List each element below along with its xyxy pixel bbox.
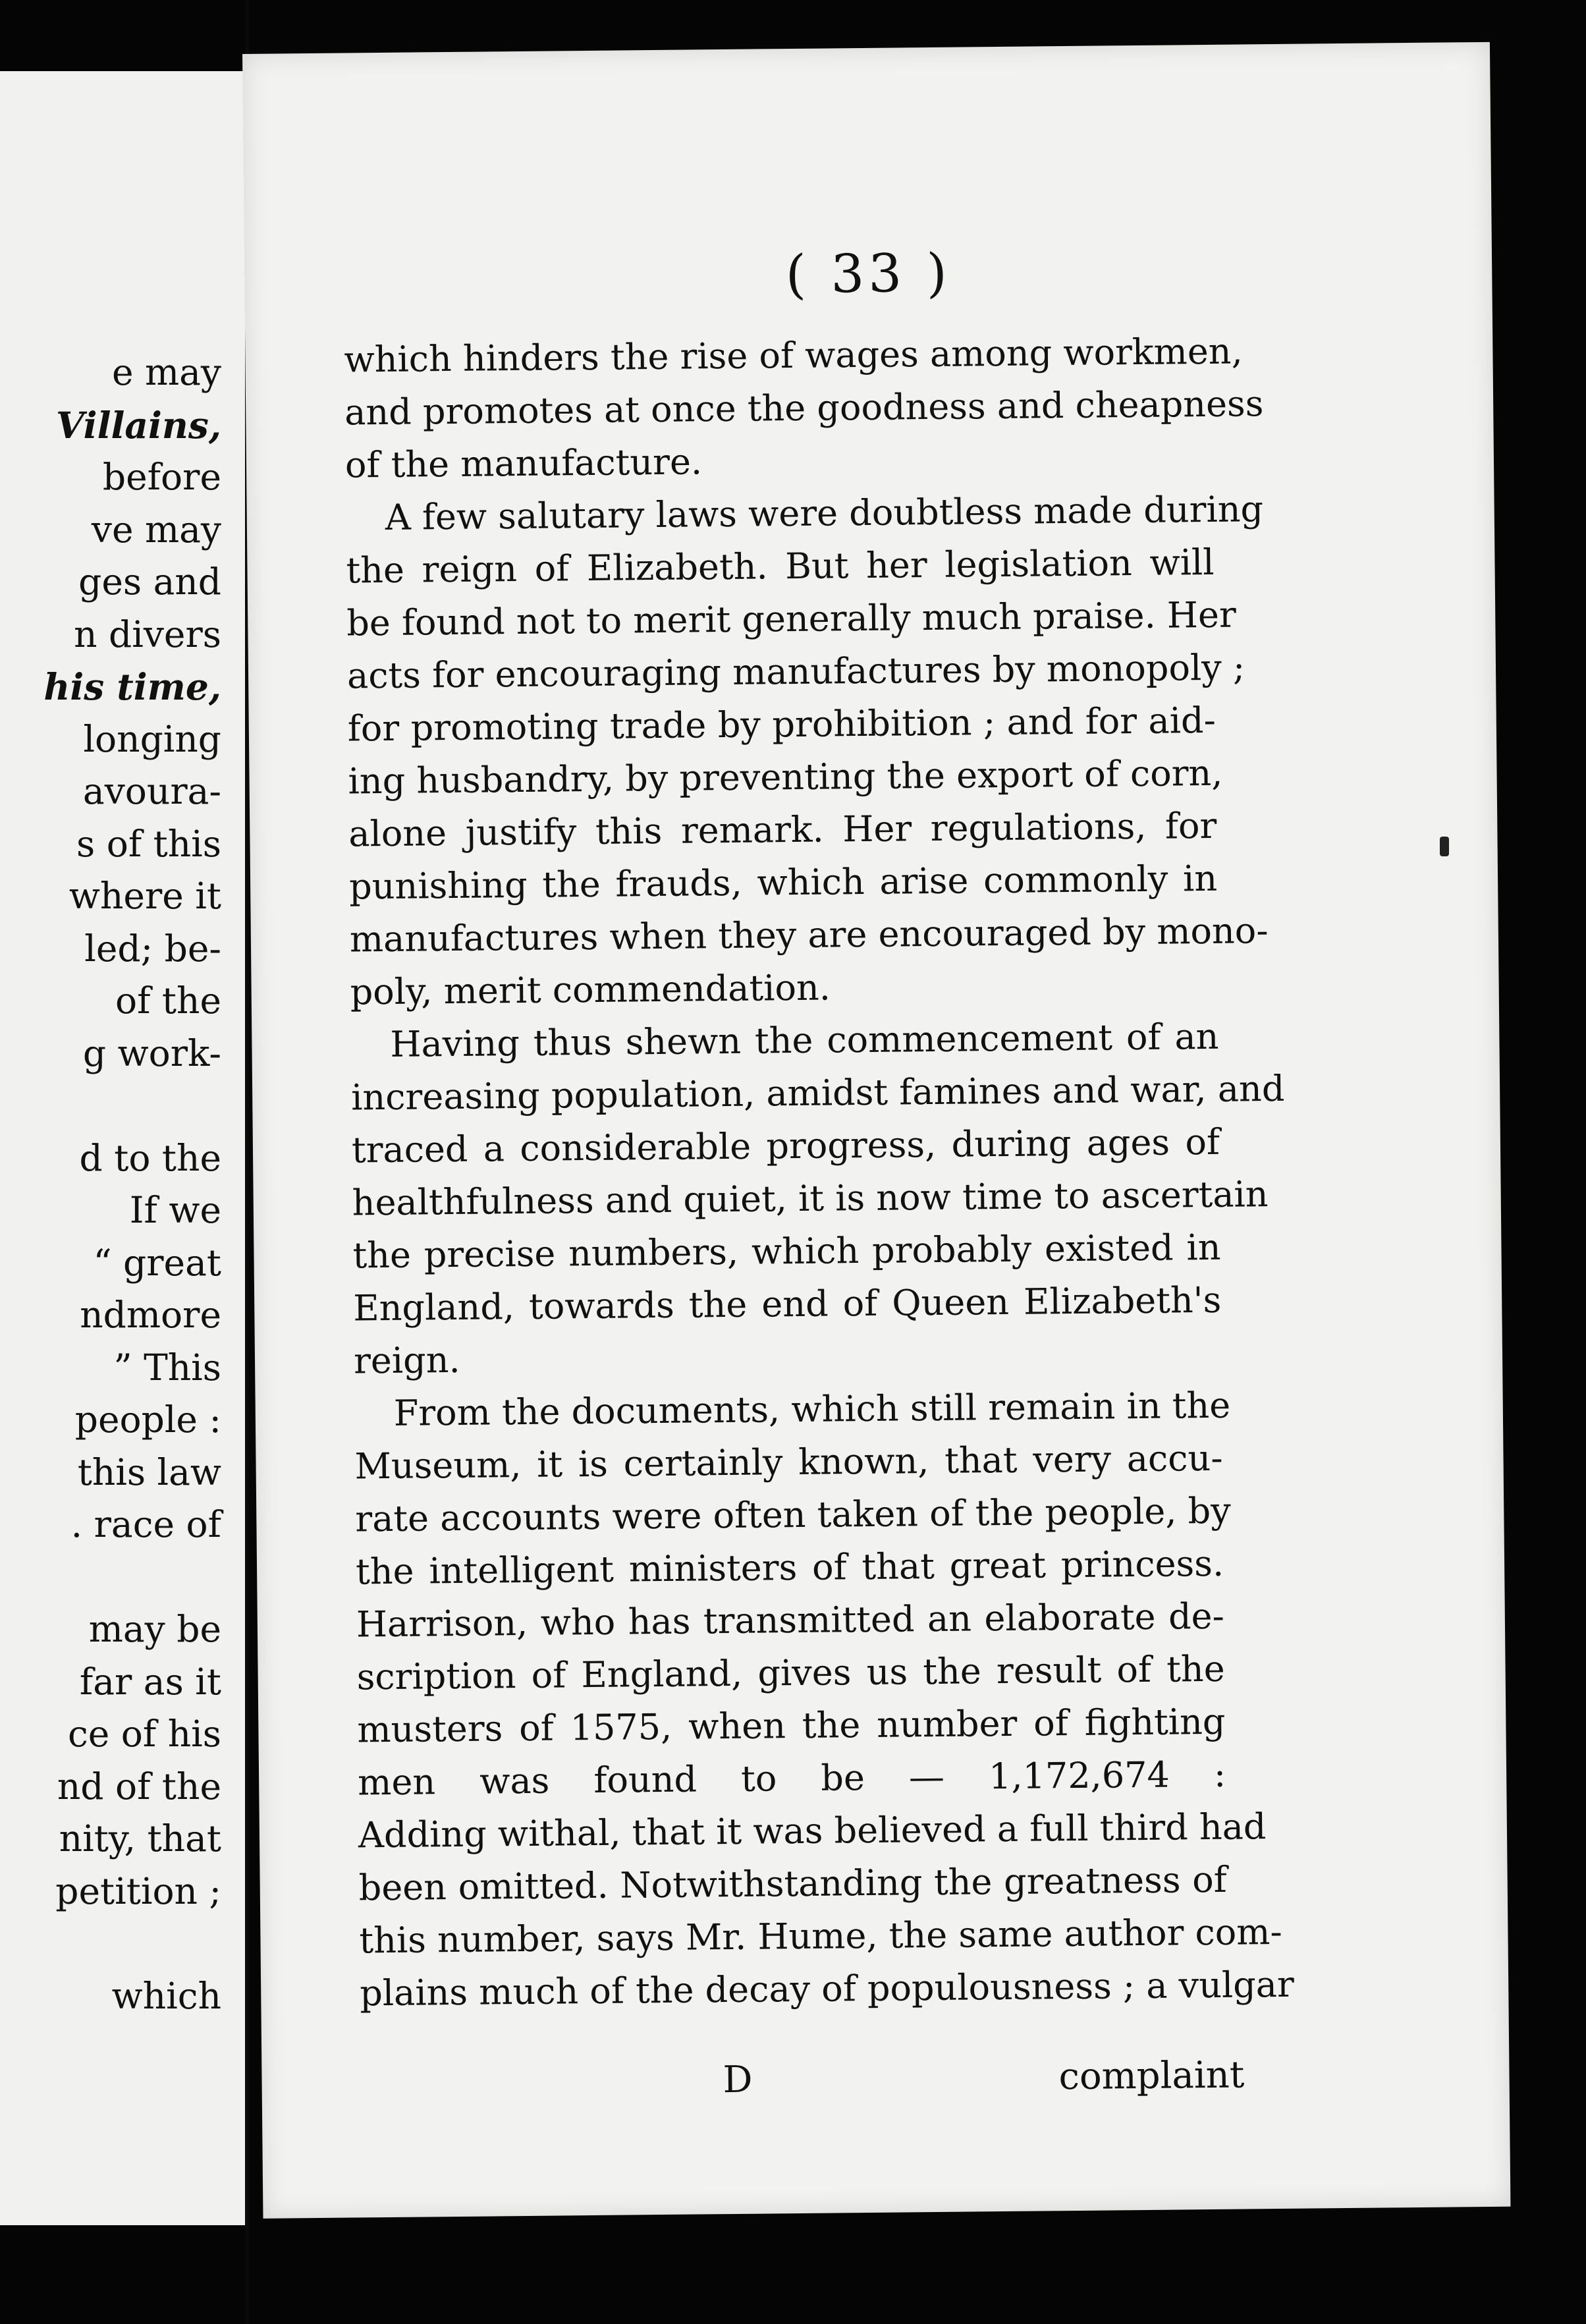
left-page-line: before [102,456,221,498]
body-text [344,325,1295,2020]
text-line: men was found to be — 1,172,674 : [357,1753,1226,1804]
left-page-line: avoura- [82,770,221,812]
text-line: healthfulness and quiet, it is now time to ascertain [352,1173,1269,1224]
page-edge-tab [1440,837,1449,856]
left-page-line: ges and [78,561,221,603]
text-line: and promotes at once the goodness and cheapness [344,383,1264,433]
left-page-line: petition ; [55,1869,221,1912]
text-line: England, towards the end of Queen Elizabeth's [352,1279,1222,1329]
text-line: ing husbandry, by preventing the export of corn, [348,752,1223,802]
signature-mark: D [723,2058,753,2102]
text-line: which hinders the rise of wages among workmen, [344,330,1243,381]
text-line: scription of England, gives us the result of the [356,1647,1225,1698]
page-number: ( 33 ) [785,242,952,306]
text-line: Harrison, who has transmitted an elaborate de- [356,1595,1225,1646]
left-page-line: ve may [91,508,221,551]
text-line: been omitted. Notwithstanding the greatness of [358,1858,1227,1909]
text-line: poly, merit commendation. [350,966,831,1013]
text-line: for promoting trade by prohibition ; and for aid- [347,699,1217,750]
left-page-line: may be [88,1608,221,1650]
text-line: Having thus shewn the commencement of an [390,1015,1219,1065]
text-line: Adding withal, that it was believed a full third had [358,1806,1267,1856]
left-page-line: nd of the [57,1765,221,1808]
left-page-line: where it [68,875,221,917]
text-line: Museum, it is certainly known, that very accu- [354,1437,1223,1487]
text-line: punishing the frauds, which arise commonly in [348,857,1218,908]
text-line: be found not to merit generally much praise. Her [346,594,1237,644]
left-page-line: longing [83,717,221,760]
left-page-line: ” This [113,1346,221,1389]
text-line: the precise numbers, which probably existed in [352,1226,1221,1277]
left-page-line: e may [111,351,221,393]
left-page-line: ndmore [80,1294,221,1336]
text-line: From the documents, which still remain in the [393,1384,1231,1434]
text-line: traced a considerable progress, during ages of [351,1120,1220,1171]
text-line: acts for encouraging manufactures by monopoly ; [346,646,1245,697]
text-line: this number, says Mr. Hume, the same author com- [359,1910,1283,1962]
left-page-line: which [111,1974,221,2017]
left-page-line: s of this [76,822,221,865]
text-line: manufactures when they are encouraged by mono- [349,910,1269,960]
left-page-line: of the [115,980,221,1022]
left-page-line: ce of his [67,1713,221,1755]
text-line: plains much of the decay of populousness ; a vulgar [359,1963,1295,2014]
left-page-line: If we [129,1189,221,1231]
text-line: the reign of Elizabeth. But her legislation will [346,541,1215,592]
left-page-line: far as it [79,1660,221,1703]
text-line: of the manufacture. [344,441,703,486]
left-page-line: nity, that [59,1817,221,1860]
text-line: reign. [353,1339,460,1382]
left-page-line: people : [74,1398,221,1441]
left-page-line: . race of [70,1503,221,1545]
text-line: musters of 1575, when the number of fighting [357,1700,1226,1751]
catchword: complaint [1058,2053,1245,2099]
text-line: the intelligent ministers of that great princess. [355,1542,1224,1593]
left-page-line: Villains, [55,403,221,447]
text-line: rate accounts were often taken of the people, by [355,1489,1231,1540]
left-page-line: n divers [74,613,221,655]
left-page-line: “ great [93,1241,221,1284]
left-page-line: g work- [82,1032,221,1074]
left-page-line: his time, [43,665,221,708]
right-page [242,42,1510,2219]
left-page-line: led; be- [84,927,221,970]
left-page [0,71,248,2225]
text-line: alone justify this remark. Her regulations, for [348,804,1217,855]
text-line: A few salutary laws were doubtless made during [385,488,1264,538]
text-line: increasing population, amidst famines and war, and [350,1067,1285,1119]
left-page-line: this law [77,1451,221,1493]
left-page-line: d to the [79,1136,221,1179]
